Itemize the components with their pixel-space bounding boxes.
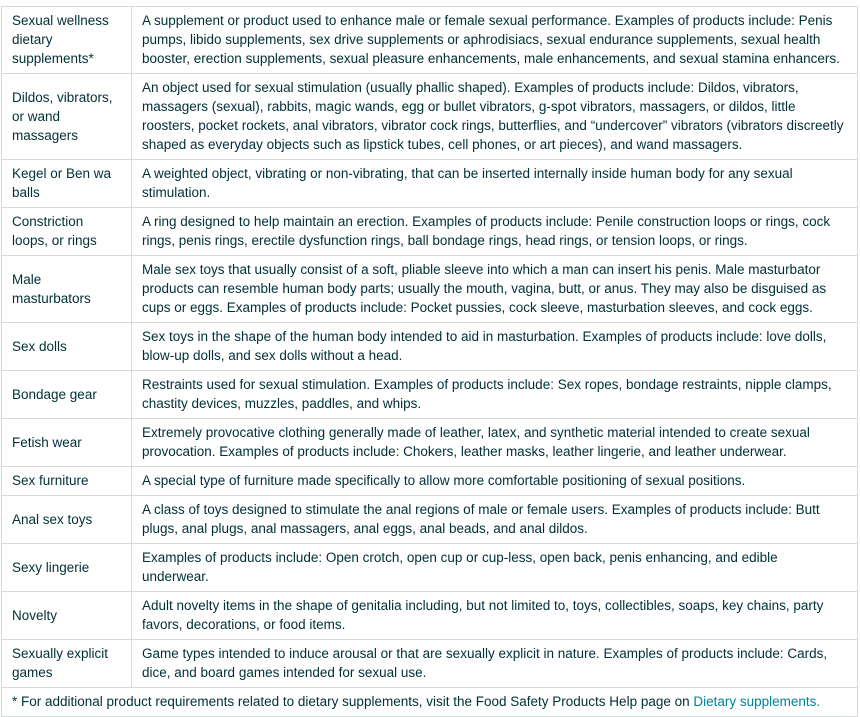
table-row xyxy=(2,592,858,640)
table-row xyxy=(2,544,858,592)
definition-cell: Adult novelty items in the shape of genitalia including, but not limited to, toys, collectibles, soaps, key chains, party favors, decorations, or food items. xyxy=(132,592,858,640)
term-cell: Sexually explicit games xyxy=(2,640,132,688)
footnote-cell xyxy=(2,688,858,717)
definition-cell: An object used for sexual stimulation (usually phallic shaped). Examples of products include: Dildos, vibrators, massagers (sexual), rabbits, magic wands, egg or bullet vibrators, g-spot vibrators, massagers, or dildos, little roosters, pocket rockets, anal vibrators, vibrator cock rings, butterflies, and “undercover” vibrators (vibrators discreetly shaped as everyday objects such as lipstick tubes, cell phones, or art pieces), and wand massagers. xyxy=(132,74,858,160)
term-cell: Sex dolls xyxy=(2,323,132,371)
definition-cell: Examples of products include: Open crotch, open cup or cup-less, open back, penis enhancing, and edible underwear. xyxy=(132,544,858,592)
term-cell: Sexual wellness dietary supplements* xyxy=(2,7,132,74)
definition-cell: A class of toys designed to stimulate the anal regions of male or female users. Examples of products include: Butt plugs, anal plugs, anal massagers, anal eggs, anal beads, and anal dildos. xyxy=(132,496,858,544)
definition-cell: Extremely provocative clothing generally made of leather, latex, and synthetic material intended to create sexual provocation. Examples of products include: Chokers, leather masks, leather lingerie, and leather underwear. xyxy=(132,419,858,467)
term-cell: Sex furniture xyxy=(2,467,132,496)
definition-cell: Restraints used for sexual stimulation. Examples of products include: Sex ropes, bondage restraints, nipple clamps, chastity devices, muzzles, paddles, and whips. xyxy=(132,371,858,419)
table-row xyxy=(2,208,858,256)
table-row xyxy=(2,371,858,419)
term-cell: Fetish wear xyxy=(2,419,132,467)
footnote-text: * For additional product requirements related to dietary supplements, visit the Food Safety Products Help page on xyxy=(12,694,694,709)
dietary-supplements-link[interactable]: Dietary supplements. xyxy=(693,694,821,709)
term-cell: Anal sex toys xyxy=(2,496,132,544)
term-cell: Constriction loops, or rings xyxy=(2,208,132,256)
definition-cell: A special type of furniture made specifically to allow more comfortable positioning of sexual positions. xyxy=(132,467,858,496)
table-row xyxy=(2,496,858,544)
table-row xyxy=(2,256,858,323)
definition-cell: A supplement or product used to enhance male or female sexual performance. Examples of products include: Penis pumps, libido supplements, sex drive supplements or aphrodisiacs, sexual endurance supplements, sexual health booster, erection supplements, sexual pleasure enhancements, male enhancements, and sexual stamina enhancers. xyxy=(132,7,858,74)
definitions-table xyxy=(1,6,858,717)
table-row xyxy=(2,419,858,467)
term-cell: Sexy lingerie xyxy=(2,544,132,592)
table-row xyxy=(2,74,858,160)
definition-cell: Male sex toys that usually consist of a soft, pliable sleeve into which a man can insert his penis. Male masturbator products can resemble human body parts; usually the mouth, vagina, butt, or anus. They may also be disguised as cups or eggs. Examples of products include: Pocket pussies, cock sleeve, masturbation sleeves, and cock eggs. xyxy=(132,256,858,323)
table-row xyxy=(2,640,858,688)
term-cell: Bondage gear xyxy=(2,371,132,419)
definition-cell: Game types intended to induce arousal or that are sexually explicit in nature. Examples of products include: Cards, dice, and board games intended for sexual use. xyxy=(132,640,858,688)
term-cell: Kegel or Ben wa balls xyxy=(2,160,132,208)
definition-cell: A weighted object, vibrating or non-vibrating, that can be inserted internally inside human body for any sexual stimulation. xyxy=(132,160,858,208)
table-row xyxy=(2,323,858,371)
table-row xyxy=(2,160,858,208)
term-cell: Dildos, vibrators, or wand massagers xyxy=(2,74,132,160)
term-cell: Male masturbators xyxy=(2,256,132,323)
table-row xyxy=(2,467,858,496)
definition-cell: A ring designed to help maintain an erection. Examples of products include: Penile construction loops or rings, cock rings, penis rings, erectile dysfunction rings, ball bondage rings, head rings, or tension loops, or rings. xyxy=(132,208,858,256)
footnote-row xyxy=(2,688,858,717)
definition-cell: Sex toys in the shape of the human body intended to aid in masturbation. Examples of products include: love dolls, blow-up dolls, and sex dolls without a head. xyxy=(132,323,858,371)
term-cell: Novelty xyxy=(2,592,132,640)
table-row xyxy=(2,7,858,74)
